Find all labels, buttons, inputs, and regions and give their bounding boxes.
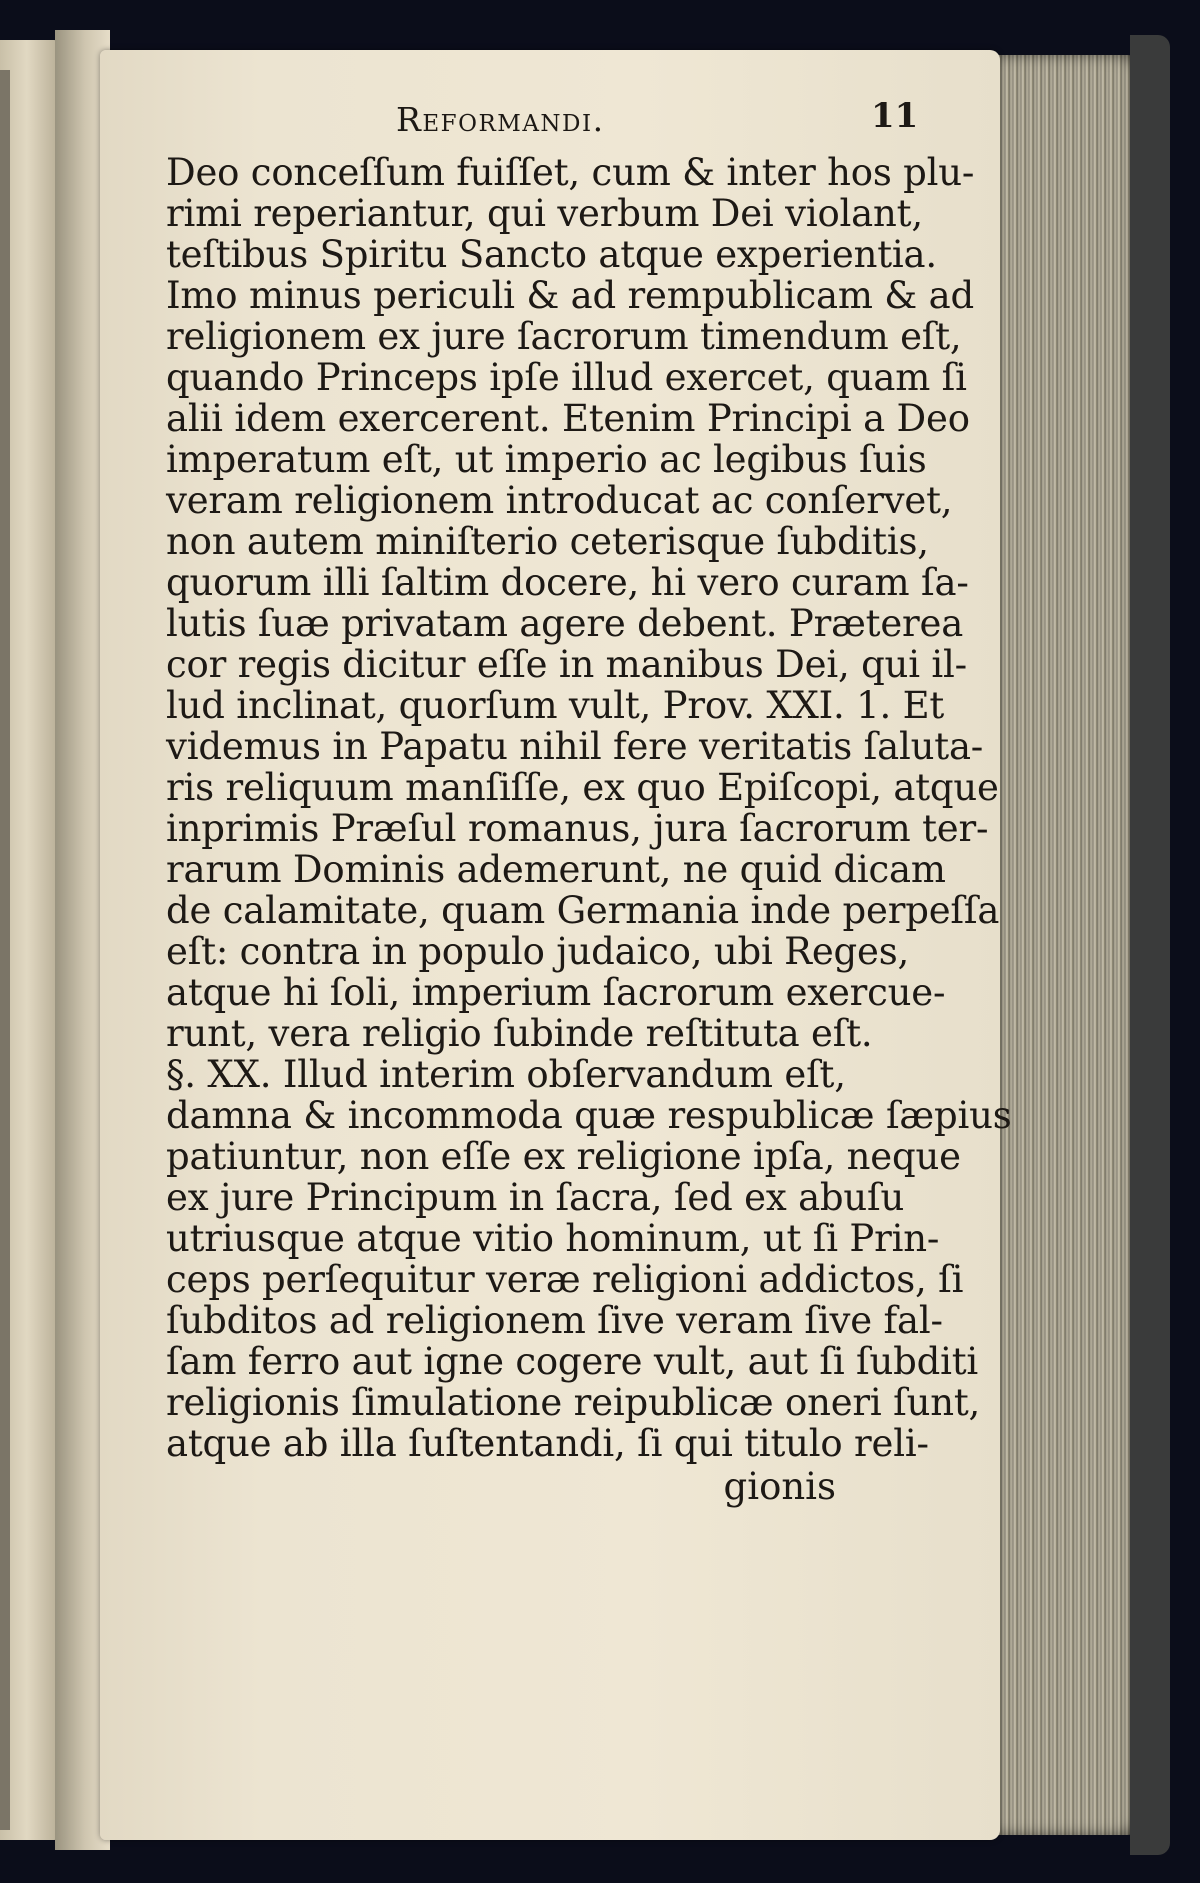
text-line: lud inclinat, quorſum vult, Prov. XXI. 1. Et bbox=[166, 684, 945, 727]
page-edges bbox=[985, 55, 1145, 1835]
text-line: damna & incommoda quæ respublicæ ſæpius bbox=[166, 1094, 1012, 1137]
text-line: ſam ferro aut igne cogere vult, aut ſi ſubditi bbox=[166, 1340, 979, 1383]
text-line: de calamitate, quam Germania inde perpeſſa bbox=[166, 889, 1000, 932]
catchword: gionis bbox=[723, 1465, 836, 1508]
text-line: rarum Dominis ademerunt, ne quid dicam bbox=[166, 848, 946, 891]
page-text bbox=[166, 90, 1012, 1509]
running-head bbox=[166, 90, 919, 152]
text-line: religionis ſimulatione reipublicæ oneri ſunt, bbox=[166, 1381, 981, 1424]
text-line: videmus in Papatu nihil fere veritatis ſaluta- bbox=[166, 725, 984, 768]
page-number: 11 bbox=[871, 96, 919, 136]
text-line: teſtibus Spiritu Sancto atque experientia. bbox=[166, 233, 937, 276]
text-line: eſt: contra in populo judaico, ubi Reges, bbox=[166, 930, 910, 973]
text-line: quando Princeps ipſe illud exercet, quam ſi bbox=[166, 356, 967, 399]
book-cover-edge bbox=[1130, 35, 1170, 1855]
text-line: lutis ſuæ privatam agere debent. Præterea bbox=[166, 602, 964, 645]
text-line: rimi reperiantur, qui verbum Dei violant, bbox=[166, 192, 923, 235]
text-line: atque ab illa ſuſtentandi, ſi qui titulo reli- bbox=[166, 1422, 929, 1465]
facing-page-shadow bbox=[0, 70, 10, 1830]
text-line: utriusque atque vitio hominum, ut ſi Prin- bbox=[166, 1217, 940, 1260]
text-line: ſubditos ad religionem ſive veram ſive fal- bbox=[166, 1299, 943, 1342]
text-line: ris reliquum manſiſſe, ex quo Epiſcopi, atque bbox=[166, 766, 999, 809]
text-line: non autem miniſterio ceterisque ſubditis, bbox=[166, 520, 929, 563]
text-line: atque hi ſoli, imperium ſacrorum exercue- bbox=[166, 971, 946, 1014]
text-line: religionem ex jure ſacrorum timendum eſt, bbox=[166, 315, 962, 358]
text-line: veram religionem introducat ac conſervet, bbox=[166, 479, 953, 522]
text-line: quorum illi ſaltim docere, hi vero curam ſa- bbox=[166, 561, 969, 604]
running-title: Reformandi. bbox=[396, 100, 605, 139]
text-line: alii idem exercerent. Etenim Principi a Deo bbox=[166, 397, 970, 440]
text-line: runt, vera religio ſubinde reſtituta eſt. bbox=[166, 1012, 873, 1055]
text-line: cor regis dicitur eſſe in manibus Dei, qui il- bbox=[166, 643, 967, 686]
book-page bbox=[100, 50, 1012, 1840]
text-line: ex jure Principum in ſacra, ſed ex abuſu bbox=[166, 1176, 905, 1219]
text-line: Deo conceſſum fuiſſet, cum & inter hos plu- bbox=[166, 151, 975, 194]
text-line: ceps perſequitur veræ religioni addictos, ſi bbox=[166, 1258, 964, 1301]
text-line: imperatum eſt, ut imperio ac legibus ſuis bbox=[166, 438, 927, 481]
text-line: Imo minus periculi & ad rempublicam & ad bbox=[166, 274, 974, 317]
text-line: patiuntur, non eſſe ex religione ipſa, neque bbox=[166, 1135, 961, 1178]
section-start-line: §. XX. Illud interim obſervandum eſt, bbox=[166, 1053, 846, 1096]
text-line: inprimis Præſul romanus, jura ſacrorum ter- bbox=[166, 807, 989, 850]
